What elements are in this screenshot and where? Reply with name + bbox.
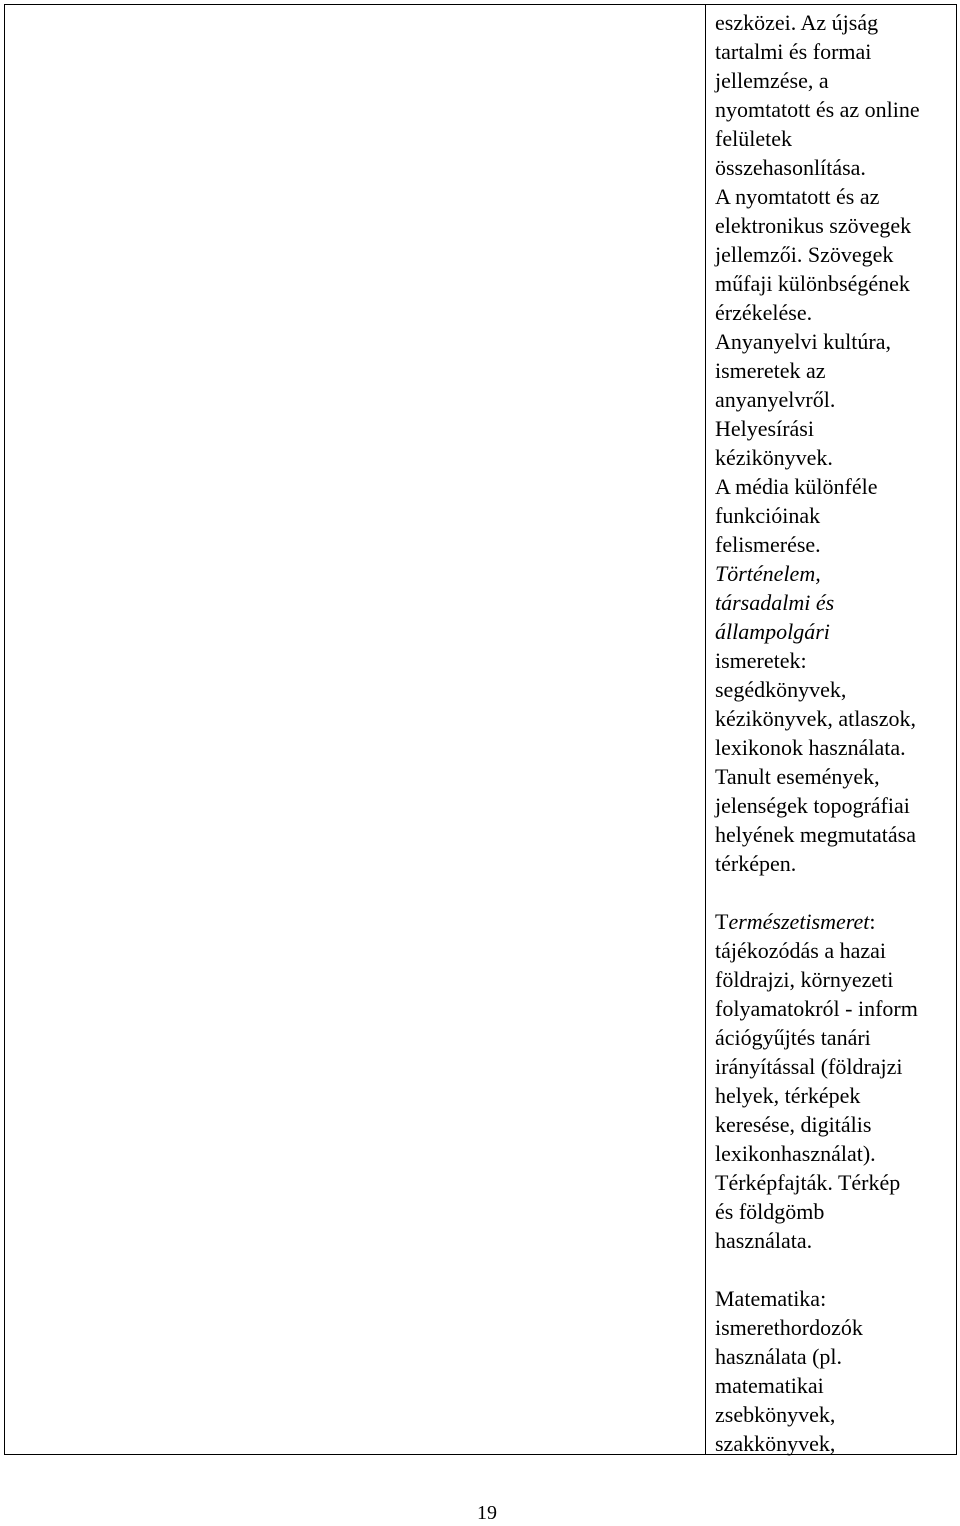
text-line: szakkönyvek, bbox=[715, 1431, 836, 1456]
text-line: érzékelése. bbox=[715, 300, 813, 325]
text-line: tájékozódás a hazai bbox=[715, 938, 887, 963]
subject-heading-line: társadalmi és bbox=[715, 590, 835, 615]
text-line: térképen. bbox=[715, 851, 797, 876]
text-line: kézikönyvek. bbox=[715, 445, 833, 470]
heading-italic: ermészetismeret bbox=[728, 909, 870, 934]
text-line: Tanult események, bbox=[715, 764, 880, 789]
text-line: használata. bbox=[715, 1228, 813, 1253]
text-line: jellemzői. Szövegek bbox=[715, 242, 894, 267]
text-line: és földgömb bbox=[715, 1199, 825, 1224]
text-line: ismeretek: bbox=[715, 648, 807, 673]
paragraph-gap bbox=[715, 878, 948, 907]
text-line: földrajzi, környezeti bbox=[715, 967, 894, 992]
text-line: A nyomtatott és az bbox=[715, 184, 880, 209]
subject-heading-line: Történelem, bbox=[715, 561, 821, 586]
text-block-math bbox=[715, 1284, 948, 1458]
text-line: jelenségek topográfiai bbox=[715, 793, 910, 818]
text-line: lexikonhasználat). bbox=[715, 1141, 876, 1166]
text-block-science bbox=[715, 907, 948, 1255]
text-line: felismerése. bbox=[715, 532, 821, 557]
text-line: segédkönyvek, bbox=[715, 677, 847, 702]
text-line: irányítással (földrajzi bbox=[715, 1054, 903, 1079]
subject-heading-line bbox=[715, 907, 948, 936]
text-line: kézikönyvek, atlaszok, bbox=[715, 706, 916, 731]
text-line: Helyesírási bbox=[715, 416, 814, 441]
text-line: eszközei. Az újság bbox=[715, 10, 879, 35]
text-line: A média különféle bbox=[715, 474, 878, 499]
text-line: funkcióinak bbox=[715, 503, 821, 528]
heading-colon: : bbox=[869, 909, 876, 934]
text-line: anyanyelvről. bbox=[715, 387, 836, 412]
text-line: ációgyűjtés tanári bbox=[715, 1025, 871, 1050]
table-cell-right bbox=[706, 5, 956, 1454]
text-line: tartalmi és formai bbox=[715, 39, 872, 64]
text-block-history bbox=[715, 559, 948, 878]
text-line: nyomtatott és az online bbox=[715, 97, 920, 122]
subject-heading-line: Matematika: bbox=[715, 1286, 827, 1311]
heading-initial: T bbox=[715, 909, 729, 934]
text-line: ismerethordozók bbox=[715, 1315, 863, 1340]
text-line: műfaji különbségének bbox=[715, 271, 910, 296]
text-line: Anyanyelvi kultúra, bbox=[715, 329, 891, 354]
table-cell-left-empty bbox=[5, 5, 706, 1454]
text-line: helyek, térképek bbox=[715, 1083, 861, 1108]
content-table bbox=[4, 4, 957, 1455]
text-line: használata (pl. bbox=[715, 1344, 843, 1369]
text-line: ismeretek az bbox=[715, 358, 826, 383]
text-line: jellemzése, a bbox=[715, 68, 829, 93]
text-line: összehasonlítása. bbox=[715, 155, 866, 180]
text-line: zsebkönyvek, bbox=[715, 1402, 836, 1427]
text-line: felületek bbox=[715, 126, 792, 151]
paragraph-gap bbox=[715, 1255, 948, 1284]
text-line: elektronikus szövegek bbox=[715, 213, 912, 238]
text-line: matematikai bbox=[715, 1373, 824, 1398]
text-line: helyének megmutatása bbox=[715, 822, 916, 847]
subject-heading-line: állampolgári bbox=[715, 619, 830, 644]
text-line: Térképfajták. Térkép bbox=[715, 1170, 901, 1195]
text-line: keresése, digitális bbox=[715, 1112, 872, 1137]
text-block-media bbox=[715, 8, 948, 559]
text-line: folyamatokról - inform bbox=[715, 996, 918, 1021]
text-line: lexikonok használata. bbox=[715, 735, 906, 760]
page-number: 19 bbox=[477, 1502, 497, 1524]
